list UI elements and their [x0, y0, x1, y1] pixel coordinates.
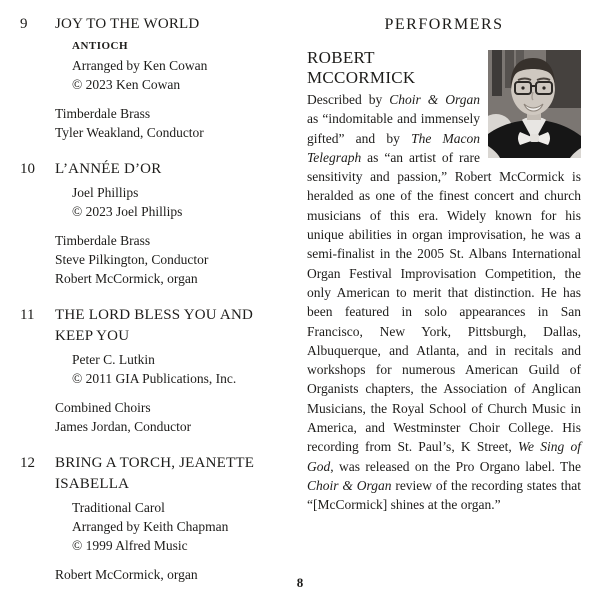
track-title: L’ANNÉE D’OR: [55, 161, 162, 177]
tune-name: ANTIOCH: [72, 40, 129, 52]
performer-photo-illustration: [488, 50, 581, 158]
track-details: [55, 14, 292, 142]
track-number: 11: [20, 307, 35, 323]
bio-text-segment: as “an artist of rare sensitivity and passion,” Robert McCormick is heralded as one of the finest concert and church musicians of this era. Widely known for his unique abilities in organ improvisation, he was a semi-finalist in the 2005 St. Albans International Organ Festival Improvisation Competition, the only American to merit that distinction. He has been featured in solo appearances in San Francisco, New York, Pittsburgh, Dallas, Albuquerque, and Atlanta, and in recitals and workshops for numerous American Guild of Organists chapters, the Association of Anglican Musicians, the Royal School of Church Music in America, and Westminster Choir College. His recording from St. Paul’s, K Street,: [307, 149, 581, 455]
track-title: BRING A TORCH, JEANETTE ISABELLA: [55, 455, 255, 492]
performer-name: ROBERT MCCORMICK: [307, 48, 416, 87]
track-number: 12: [20, 455, 35, 471]
credit-line: Traditional Carol: [72, 500, 165, 515]
bio-italic-segment: The Macon Telegraph: [307, 130, 480, 165]
track-entry: [20, 305, 292, 436]
credit-line: Peter C. Lutkin: [72, 352, 155, 367]
credit-line: Joel Phillips: [72, 185, 139, 200]
performer-line: Combined Choirs: [55, 400, 151, 415]
performer-line: Tyler Weakland, Conductor: [55, 125, 204, 140]
bio-text-segment: , was released on the Pro Organo label. The: [330, 458, 581, 474]
performers-group: [55, 104, 292, 142]
track-number: 9: [20, 16, 28, 32]
track-title: THE LORD BLESS YOU AND KEEP YOU: [55, 307, 254, 344]
track-details: [55, 453, 292, 584]
performers-heading: PERFORMERS: [384, 16, 504, 33]
performer-line: Robert McCormick, organ: [55, 271, 198, 286]
bio-italic-segment: Choir & Organ: [307, 477, 392, 493]
performer-line: Steve Pilkington, Conductor: [55, 252, 209, 267]
track-entry: [20, 159, 292, 288]
track-entry: [20, 453, 292, 584]
performer-line: James Jordan, Conductor: [55, 419, 192, 434]
performers-section: [307, 14, 581, 528]
credit-line: © 2023 Joel Phillips: [72, 204, 183, 219]
credit-line: © 1999 Alfred Music: [72, 538, 188, 553]
track-list: [20, 14, 292, 600]
track-entry: [20, 14, 292, 142]
performer-line: Robert McCormick, organ: [55, 567, 198, 582]
track-number: 10: [20, 161, 35, 177]
track-details: [55, 305, 292, 436]
bio-text-segment: review of the recording states that “[McCormick] shines at the organ.”: [307, 477, 581, 513]
bio-text-segment: Described by: [307, 92, 390, 107]
performers-group: [55, 398, 292, 436]
credit-line: © 2023 Ken Cowan: [72, 77, 181, 92]
bio-italic-segment: Choir & Organ: [389, 92, 480, 107]
page-number: 8: [296, 575, 304, 590]
track-title: JOY TO THE WORLD: [55, 16, 200, 32]
performer-line: Timberdale Brass: [55, 106, 151, 121]
bio-italic-segment: We Sing of God: [307, 439, 581, 474]
bio-text-segment: as “indomitable and immensely gifted” and by: [307, 111, 480, 146]
track-details: [55, 159, 292, 288]
credit-line: Arranged by Ken Cowan: [72, 58, 208, 73]
performer-photo: [488, 50, 581, 158]
performers-group: [55, 231, 292, 288]
performer-line: Timberdale Brass: [55, 233, 151, 248]
credit-line: © 2011 GIA Publications, Inc.: [72, 371, 237, 386]
credit-line: Arranged by Keith Chapman: [72, 519, 229, 534]
